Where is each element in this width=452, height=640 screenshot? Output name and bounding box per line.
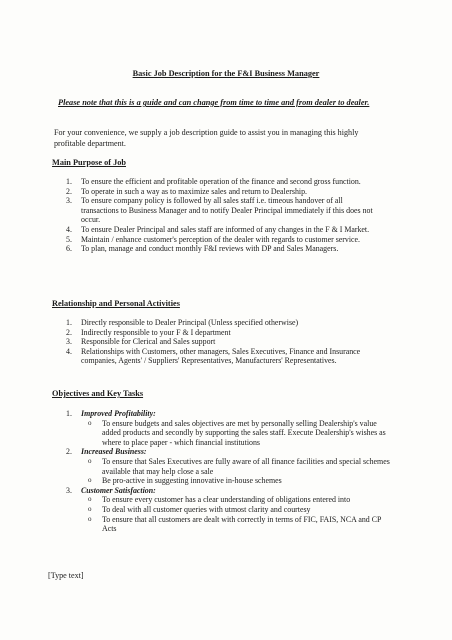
- bullet-text: To deal with all customer queries with utmost clarity and courtesy: [102, 504, 311, 514]
- objective-bullets: [66, 419, 396, 448]
- objective-title: [66, 409, 396, 419]
- bullet-item: [66, 495, 396, 505]
- relationship-item: [66, 318, 366, 328]
- list-number: 3.: [66, 485, 72, 495]
- purpose-item: [66, 244, 378, 254]
- list-number: 4.: [66, 346, 72, 356]
- list-number: 2.: [66, 447, 72, 457]
- objective-bullets: [66, 495, 396, 533]
- objective-bullets: [66, 457, 396, 486]
- bullet-marker: o: [88, 476, 92, 485]
- relationship-item: [66, 328, 366, 338]
- bullet-text: To ensure that Sales Executives are fully aware of all finance facilities and special schemes available that may help close a sale: [102, 456, 390, 476]
- purpose-item: [66, 225, 378, 235]
- objective-title: [66, 486, 396, 496]
- list-number: 3.: [66, 196, 72, 206]
- objective-title: [66, 447, 396, 457]
- relationship-list: [66, 318, 366, 366]
- bullet-text: To ensure budgets and sales objectives are met by personally selling Dealership's value added products and secondly by supporting the sales staff. Execute Dealership's wishes as where to place paper - which financial institutions: [102, 418, 386, 447]
- bullet-item: [66, 419, 396, 448]
- purpose-item: [66, 187, 378, 197]
- bullet-marker: o: [88, 495, 92, 504]
- objective-block: [66, 447, 396, 485]
- objective-title-text: Increased Business:: [81, 447, 147, 457]
- bullet-text: To ensure every customer has a clear understanding of obligations entered into: [102, 495, 351, 505]
- bullet-item: [66, 476, 396, 486]
- relationship-heading: Relationship and Personal Activities: [52, 299, 180, 308]
- objective-title-text: Improved Profitability:: [81, 409, 156, 418]
- list-number: 1.: [66, 409, 72, 418]
- bullet-marker: o: [88, 504, 92, 513]
- intro-paragraph: For your convenience, we supply a job description guide to assist you in managing this highly profitable department.: [54, 128, 359, 148]
- list-item-text: To ensure company policy is followed by all sales staff i.e. timeous handover of all transactions to Business Manager and to notify Dealer Principal immediately if this does not occur.: [81, 196, 373, 225]
- bullet-item: [66, 515, 396, 534]
- list-number: 6.: [66, 244, 72, 254]
- purpose-heading: Main Purpose of Job: [52, 158, 126, 167]
- purpose-item: [66, 235, 378, 245]
- list-number: 5.: [66, 234, 72, 244]
- objective-block: [66, 486, 396, 534]
- list-number: 2.: [66, 327, 72, 337]
- list-item-text: Indirectly responsible to your F & I department: [81, 327, 231, 337]
- bullet-marker: o: [88, 456, 92, 465]
- objective-block: [66, 409, 396, 447]
- list-item-text: To ensure Dealer Principal and sales staff are informed of any changes in the F & I Market.: [81, 224, 370, 234]
- bullet-marker: o: [88, 418, 92, 427]
- list-item-text: Directly responsible to Dealer Principal (Unless specified otherwise): [81, 318, 299, 327]
- bullet-text: Be pro-active in suggesting innovative in-house schemes: [102, 476, 282, 486]
- bullet-marker: o: [88, 514, 92, 523]
- bullet-text: To ensure that all customers are dealt with correctly in terms of FIC, FAIS, NCA and CP Acts: [102, 514, 382, 534]
- list-number: 4.: [66, 224, 72, 234]
- list-item-text: Maintain / enhance customer's perception of the dealer with regards to customer service.: [81, 234, 361, 244]
- list-item-text: To operate in such a way as to maximize sales and return to Dealership.: [81, 186, 308, 196]
- list-number: 1.: [66, 318, 72, 327]
- purpose-item: [66, 177, 378, 187]
- bullet-item: [66, 505, 396, 515]
- purpose-item: [66, 196, 378, 225]
- relationship-item: [66, 347, 366, 366]
- bullet-item: [66, 457, 396, 476]
- objectives-heading: Objectives and Key Tasks: [52, 389, 144, 398]
- list-item-text: Relationships with Customers, other managers, Sales Executives, Finance and Insurance companies, Agents' / Suppliers' Representatives, Manufacturers' Representatives.: [81, 346, 361, 366]
- list-item-text: Responsible for Clerical and Sales support: [81, 337, 216, 347]
- list-item-text: To ensure the efficient and profitable operation of the finance and second gross function.: [81, 177, 361, 186]
- list-item-text: To plan, manage and conduct monthly F&I reviews with DP and Sales Managers.: [81, 244, 339, 254]
- list-number: 1.: [66, 177, 72, 186]
- disclaimer-note: Please note that this is a guide and can change from time to time and from dealer to dealer.: [58, 98, 370, 107]
- relationship-item: [66, 337, 366, 347]
- list-number: 2.: [66, 186, 72, 196]
- list-number: 3.: [66, 337, 72, 347]
- purpose-list: [66, 177, 378, 254]
- objectives-list: [66, 409, 396, 534]
- objective-title-text: Customer Satisfaction:: [81, 485, 156, 495]
- document-title: Basic Job Description for the F&I Business Manager: [132, 69, 320, 78]
- footer-placeholder: [Type text]: [48, 571, 84, 580]
